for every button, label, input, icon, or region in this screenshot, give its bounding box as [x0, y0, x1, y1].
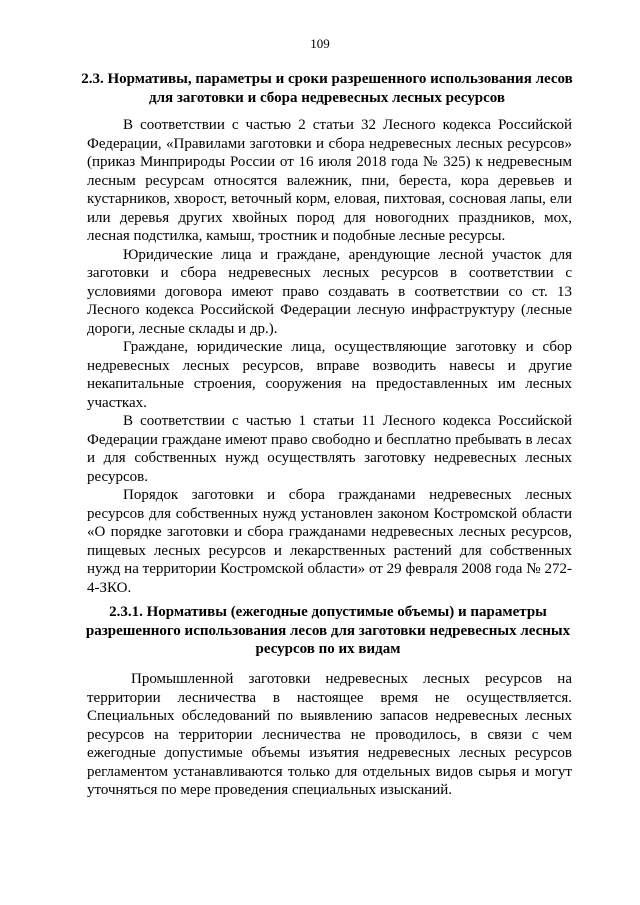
subsection-body [87, 670, 572, 800]
section-paragraph: В соответствии с частью 1 статьи 11 Лесного кодекса Российской Федерации граждане имеют право свободно и бесплатно пребывать в лесах и для собственных нужд осуществлять заготовку недревесных лесных ресурсов. [87, 413, 572, 485]
section-body [87, 116, 572, 597]
section-paragraph: Граждане, юридические лица, осуществляющие заготовку и сбор недревесных лесных ресурсов, вправе возводить навесы и другие некапитальные строения, сооружения на предоставленных им лесных участках. [87, 339, 572, 411]
section-paragraph: Юридические лица и граждане, арендующие лесной участок для заготовки и сбора недревесных лесных ресурсов в соответствии с условиями договора имеют право создавать в соответствии со ст. 13 Лесного кодекса Российской Федерации лесную инфраструктуру (лесные дороги, лесные склады и др.). [87, 246, 572, 337]
subsection-paragraph: Промышленной заготовки недревесных лесных ресурсов на территории лесничества в настоящее время не осуществляется. Специальных обследований по выявлению запасов недревесных лесных ресурсов на территории лесничества не проводилось, в связи с чем ежегодные допустимые объемы изъятия недревесных лесных ресурсов регламентом устанавливаются только для отдельных видов сырья и могут уточняться по мере проведения специальных изысканий. [87, 671, 572, 798]
section-heading: 2.3. Нормативы, параметры и сроки разрешенного использования лесов для заготовки и сбора недревесных лесных ресурсов [81, 71, 573, 106]
section-paragraph: В соответствии с частью 2 статьи 32 Лесного кодекса Российской Федерации, «Правилами заготовки и сбора недревесных лесных ресурсов» (приказ Минприроды России от 16 июля 2018 года № 325) к недревесным лесным ресурсам относятся валежник, пни, береста, кора деревьев и кустарников, хворост, веточный корм, еловая, пихтовая, сосновая лапы, ели или деревья других хвойных пород для новогодних праздников, мох, лесная подстилка, камыш, тростник и подобные лесные ресурсы. [87, 117, 572, 244]
section-paragraph: Порядок заготовки и сбора гражданами недревесных лесных ресурсов для собственных нужд установлен законом Костромской области «О порядке заготовки и сбора гражданами недревесных лесных ресурсов, пищевых лесных ресурсов и лекарственных растений для собственных нужд на территории Костромской области» от 29 февраля 2008 года № 272-4-ЗКО. [87, 487, 572, 596]
page-number: 109 [310, 36, 330, 51]
subsection-heading: 2.3.1. Нормативы (ежегодные допустимые объемы) и параметры разрешенного использования лесов для заготовки недревесных лесных ресурсов по их видам [85, 604, 571, 657]
